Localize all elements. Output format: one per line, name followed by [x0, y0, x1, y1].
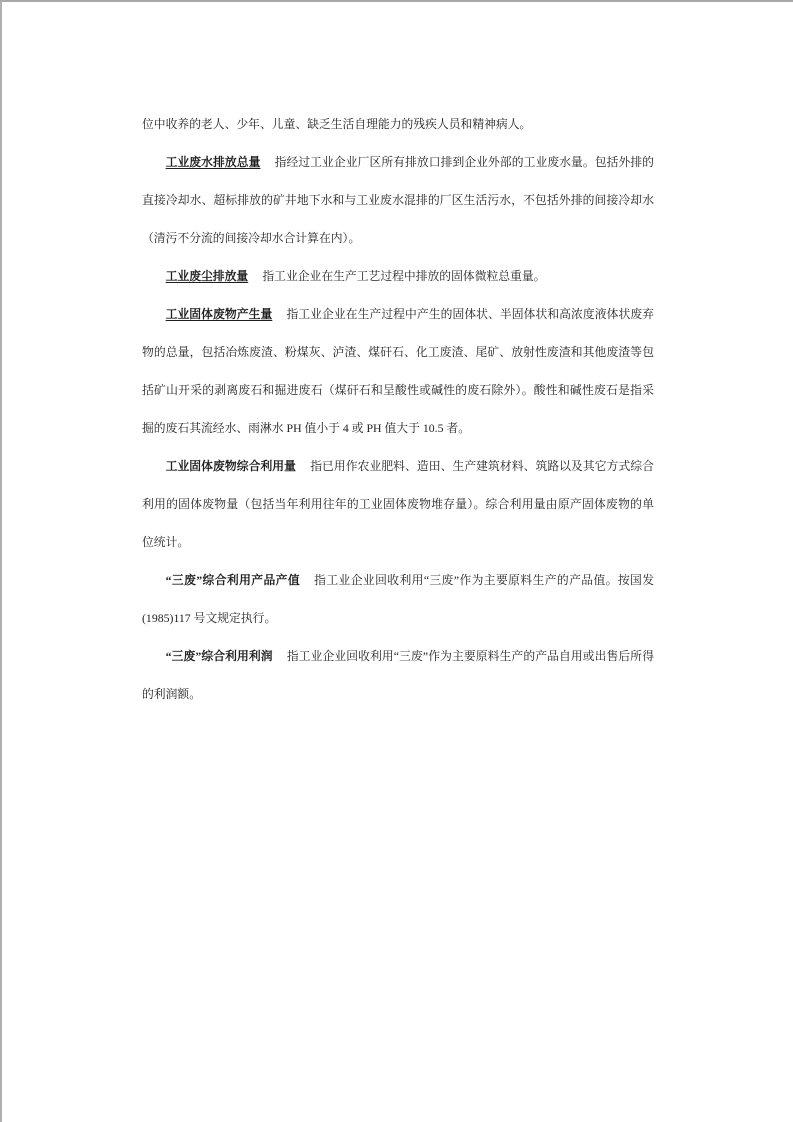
definition-paragraph [142, 143, 654, 257]
term-label: 工业废水排放总量 [165, 155, 261, 169]
definition-paragraph [142, 561, 654, 637]
definition-text: 指工业企业回收利用“三废”作为主要原料生产的产品值。按国发(1985)117 号文规定执行。 [142, 573, 654, 625]
paragraph-text: 位中收养的老人、少年、儿童、缺乏生活自理能力的残疾人员和精神病人。 [142, 117, 532, 131]
definition-paragraph [142, 295, 654, 447]
continuation-paragraph [142, 105, 654, 143]
document-content [142, 105, 654, 713]
definition-paragraph [142, 637, 654, 713]
definition-paragraph [142, 447, 654, 561]
term-label: “三废”综合利用产品产值 [165, 573, 301, 587]
term-label: 工业固体废物综合利用量 [165, 459, 297, 473]
definition-text: 指已用作农业肥料、造田、生产建筑材料、筑路以及其它方式综合利用的固体废物量（包括当年利用往年的工业固体废物堆存量）。综合利用量由原产固体废物的单位统计。 [142, 459, 654, 549]
definition-paragraph [142, 257, 654, 295]
definition-text: 指工业企业在生产工艺过程中排放的固体微粒总重量。 [262, 269, 546, 283]
definition-text: 指经过工业企业厂区所有排放口排到企业外部的工业废水量。包括外排的直接冷却水、超标排放的矿井地下水和与工业废水混排的厂区生活污水，不包括外排的间接冷却水（清污不分流的间接冷却水合计算在内）。 [142, 155, 654, 245]
definition-text: 指工业企业在生产过程中产生的固体状、半固体状和高浓度液体状废弃物的总量，包括冶炼废渣、粉煤灰、泸渣、煤矸石、化工废渣、尾矿、放射性废渣和其他废渣等包括矿山开采的剥离废石和掘进废石（煤矸石和呈酸性或碱性的废石除外）。酸性和碱性废石是指采掘的废石其流经水、雨淋水 PH 值小于 4 或 PH 值大于 10.5 者。 [142, 307, 654, 435]
term-label: 工业固体废物产生量 [165, 307, 273, 321]
term-label: “三废”综合利用利润 [165, 649, 273, 663]
term-label: 工业废尘排放量 [165, 269, 249, 283]
definition-text: 指工业企业回收利用“三废”作为主要原料生产的产品自用或出售后所得的利润额。 [142, 649, 654, 701]
